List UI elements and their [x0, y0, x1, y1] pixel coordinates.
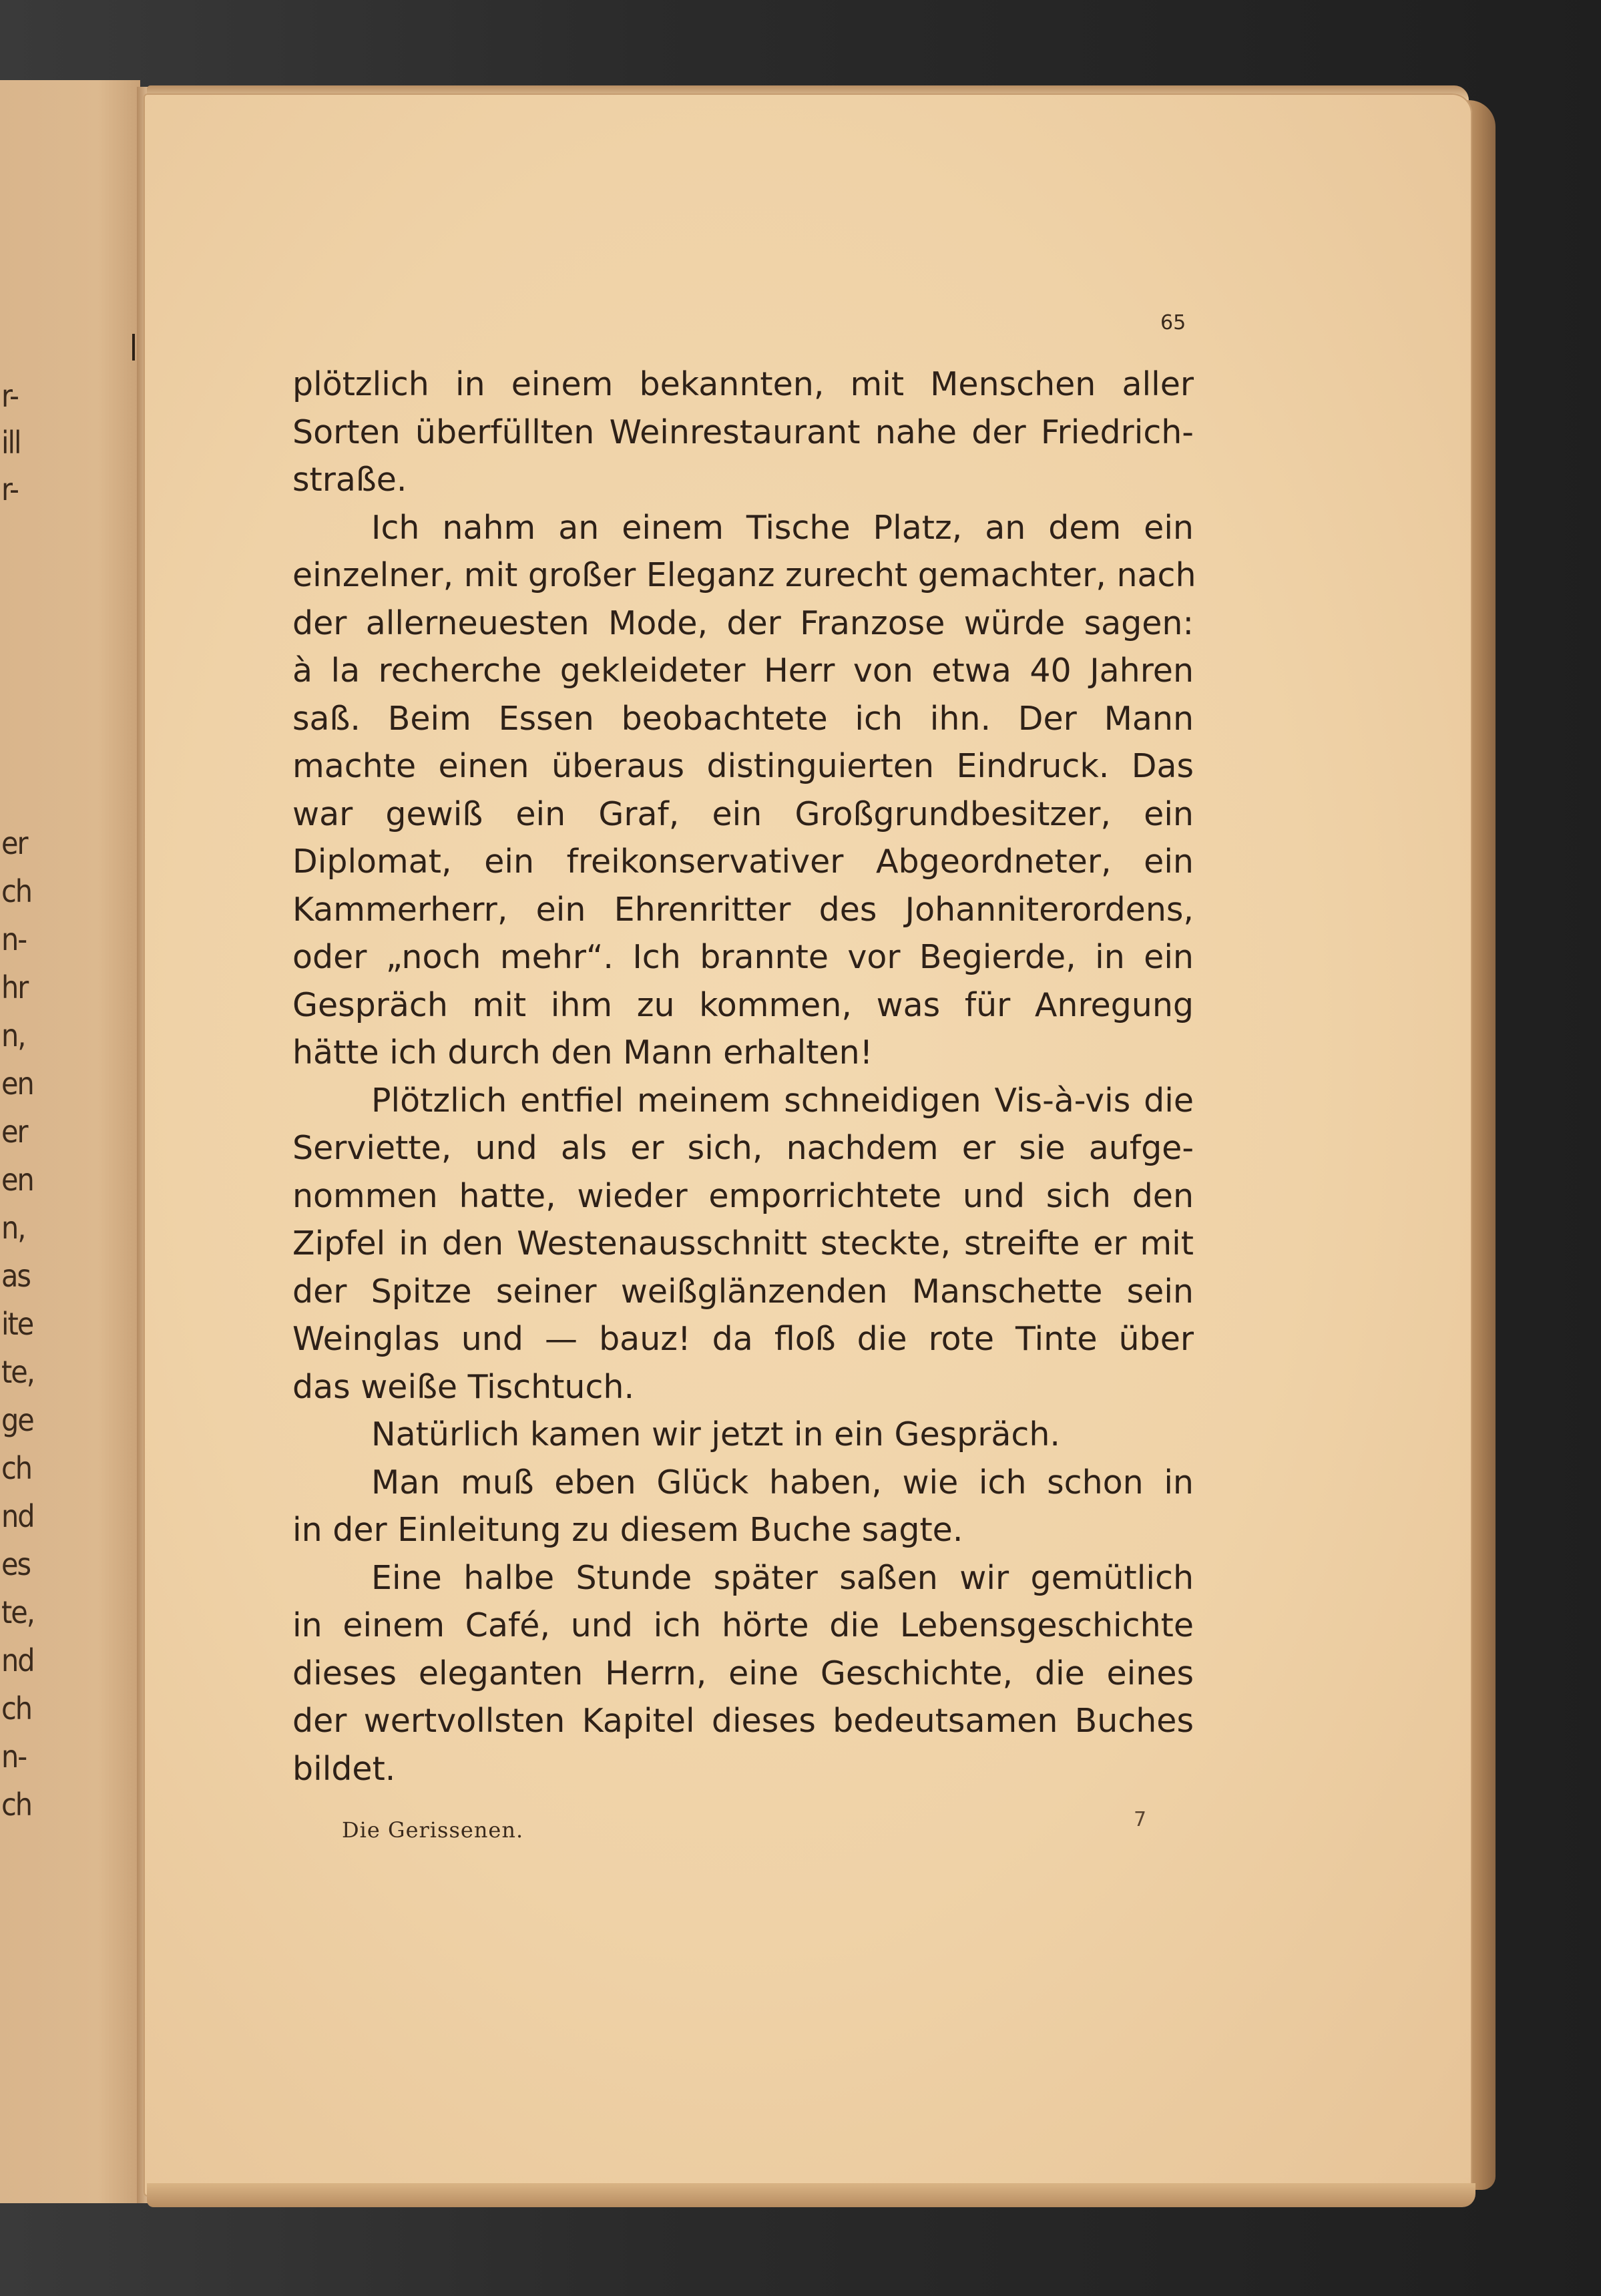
page-bottom-edge — [147, 2183, 1475, 2207]
left-page-fragment: n, — [1, 1017, 25, 1054]
text-line: à la recherche gekleideter Herr von etwa 40 Jahren — [292, 652, 1194, 690]
left-page-fragment: nd — [1, 1498, 34, 1534]
text-line: Sorten überfüllten Weinrestaurant nahe der Friedrich- — [292, 413, 1194, 451]
left-page-edge — [0, 80, 140, 2203]
left-page-fragment: ge — [1, 1402, 33, 1438]
page-number: 65 — [1160, 311, 1186, 334]
text-line: der allerneuesten Mode, der Franzose würde sagen: — [292, 604, 1194, 642]
left-page-fragment: ch — [1, 1690, 31, 1727]
text-line: das weiße Tischtuch. — [292, 1367, 635, 1406]
left-page-fragment: er — [1, 825, 27, 861]
signature-mark: 7 — [1134, 1808, 1147, 1831]
left-page-fragment: ch — [1, 873, 31, 909]
text-line: war gewiß ein Graf, ein Großgrundbesitzer, ein — [292, 794, 1194, 833]
left-page-fragment: ite — [1, 1306, 33, 1342]
text-line: Plötzlich entfiel meinem schneidigen Vis-à-vis die — [371, 1081, 1194, 1120]
left-page-fragment: es — [1, 1546, 31, 1582]
text-line: hätte ich durch den Mann erhalten! — [292, 1034, 873, 1072]
text-line: in der Einleitung zu diesem Buche sagte. — [292, 1511, 963, 1549]
left-page-fragment: as — [1, 1258, 30, 1294]
text-line: Gespräch mit ihm zu kommen, was für Anregung — [292, 985, 1194, 1024]
text-line: Diplomat, ein freikonservativer Abgeordneter, ein — [292, 843, 1194, 881]
left-page-fragment: r- — [1, 471, 18, 507]
text-line: oder „noch mehr“. Ich brannte vor Begierde, in ein — [292, 938, 1194, 976]
left-page-fragment: r- — [1, 378, 18, 414]
text-line: saß. Beim Essen beobachtete ich ihn. Der Mann — [292, 699, 1194, 738]
left-page-fragment: ch — [1, 1450, 31, 1486]
text-line: Eine halbe Stunde später saßen wir gemütlich — [371, 1558, 1194, 1597]
left-page-fragment: n, — [1, 1210, 25, 1246]
left-page-fragment: n- — [1, 921, 27, 957]
left-page-fragment: nd — [1, 1642, 34, 1678]
text-line: Zipfel in den Westenausschnitt steckte, streifte er mit — [292, 1224, 1194, 1262]
left-page-fragment: hr — [1, 969, 28, 1005]
text-line: Ich nahm an einem Tische Platz, an dem ein — [371, 508, 1194, 547]
text-line: Kammerherr, ein Ehrenritter des Johanniterordens, — [292, 890, 1194, 929]
text-line: Man muß eben Glück haben, wie ich schon in — [371, 1463, 1194, 1502]
text-line: Natürlich kamen wir jetzt in ein Gespräch. — [371, 1415, 1060, 1453]
text-line: straße. — [292, 461, 407, 499]
body-text — [292, 361, 1194, 1793]
left-page-fragment: er — [1, 1114, 27, 1150]
left-page-fragment: te, — [1, 1594, 34, 1630]
text-line: der wertvollsten Kapitel dieses bedeutsamen Buches — [292, 1702, 1194, 1740]
text-line: in einem Café, und ich hörte die Lebensgeschichte — [292, 1606, 1194, 1644]
text-line: bildet. — [292, 1749, 396, 1788]
left-page-fragment: ch — [1, 1787, 31, 1823]
margin-mark — [132, 334, 135, 361]
text-line: nommen hatte, wieder emporrichtete und sich den — [292, 1176, 1194, 1215]
text-line: Weinglas und — bauz! da floß die rote Tinte über — [292, 1320, 1194, 1358]
text-line: plötzlich in einem bekannten, mit Menschen aller — [292, 365, 1194, 403]
text-line: Serviette, und als er sich, nachdem er sie aufge- — [292, 1129, 1194, 1167]
left-page-fragment: en — [1, 1066, 33, 1102]
left-page-fragment: n- — [1, 1739, 27, 1775]
left-page-fragment: te, — [1, 1354, 34, 1390]
text-line: machte einen überaus distinguierten Eindruck. Das — [292, 747, 1194, 785]
text-line: der Spitze seiner weißglänzenden Manschette sein — [292, 1272, 1194, 1311]
footer-signature: Die Gerissenen. — [342, 1817, 524, 1843]
left-page-fragment: ill — [1, 425, 21, 461]
text-line: einzelner, mit großer Eleganz zurecht gemachter, nach — [292, 556, 1196, 594]
text-line: dieses eleganten Herrn, eine Geschichte, die eines — [292, 1654, 1194, 1692]
left-page-fragment: en — [1, 1162, 33, 1198]
